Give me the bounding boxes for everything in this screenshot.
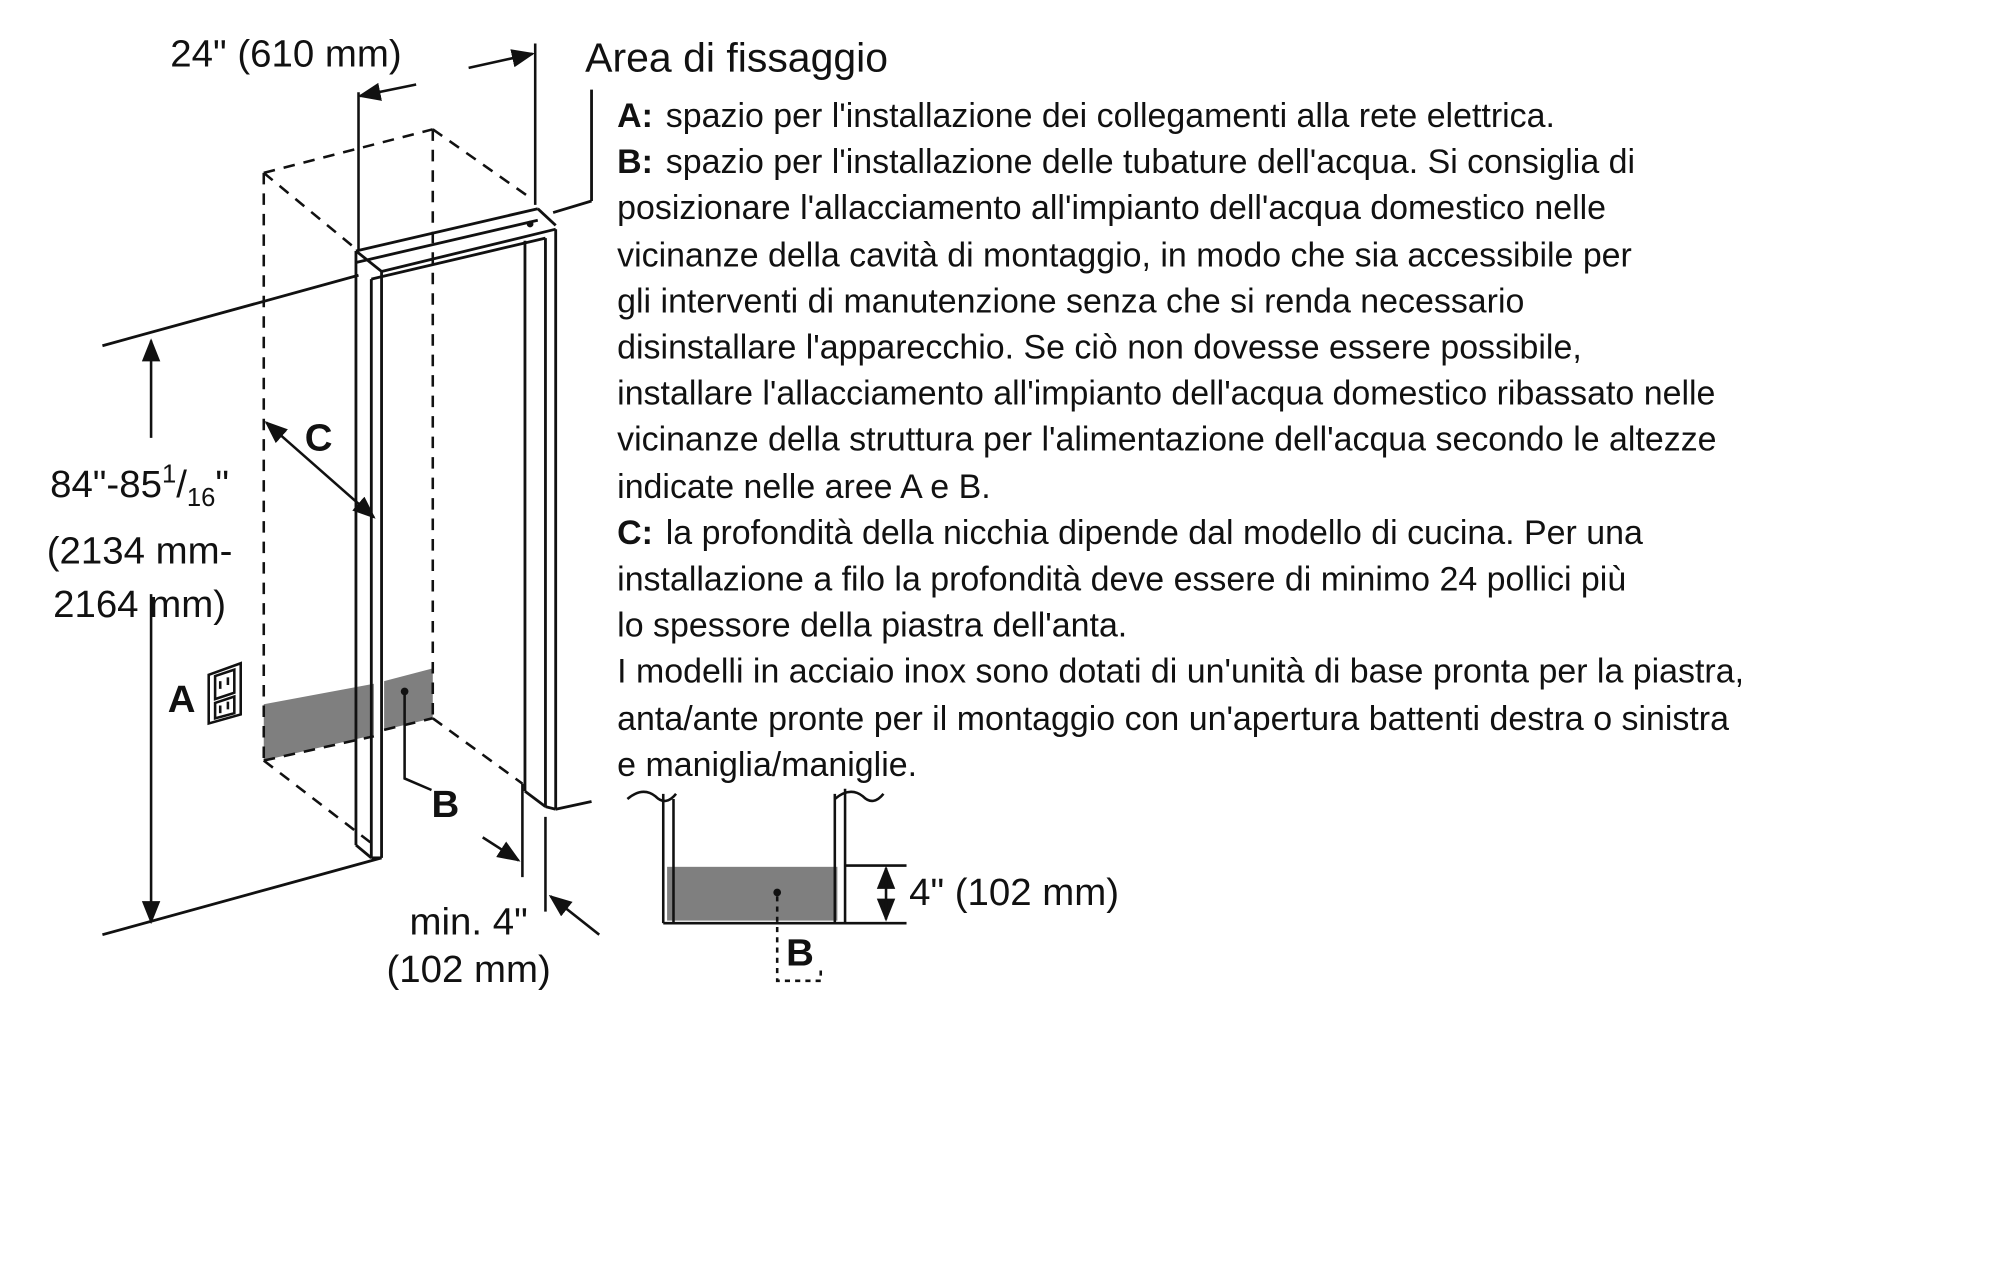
legend-a-key: A:	[617, 96, 653, 135]
side-gap-line1: min. 4"	[409, 901, 528, 944]
legend-c	[617, 509, 1993, 555]
legend-b-line4: gli interventi di manutenzione senza che si renda necessario	[617, 281, 1525, 320]
marker-c: C	[304, 417, 333, 460]
side-gap-line2: (102 mm)	[386, 948, 551, 992]
legend-extra-line1: I modelli in acciaio inox sono dotati di un'unità di base pronta per la piastra,	[617, 652, 1745, 691]
floor-detail	[627, 789, 906, 981]
legend-c-line2: installazione a filo la profondità deve essere di minimo 24 pollici più	[617, 559, 1627, 598]
height-mm-line1: (2134 mm-	[46, 530, 233, 573]
b-point	[401, 688, 409, 696]
floor-zone	[667, 867, 837, 921]
outlet-icon	[209, 663, 241, 723]
fixing-point	[527, 221, 534, 228]
side-gap-label	[366, 899, 571, 994]
legend-extra-line2: anta/ante pronte per il montaggio con un'apertura battenti destra o sinistra	[617, 698, 1729, 738]
legend-a-text: spazio per l'installazione dei collegamenti alla rete elettrica.	[665, 96, 1555, 135]
height-fraction-num: 1	[161, 460, 177, 490]
height-inch-tail: "	[215, 463, 230, 506]
height-label: $84"-85^1/_{16}$" (2134 mm- 2164 mm)	[18, 448, 261, 632]
floor-zone-label: 4" (102 mm)	[909, 871, 1120, 915]
height-inch-main: 84"-85	[50, 463, 162, 506]
legend-extra-line3: e maniglia/maniglie.	[617, 744, 918, 784]
legend-b-line8: indicate nelle aree A e B.	[617, 466, 991, 506]
legend-b-line3: vicinanze della cavità di montaggio, in modo che sia accessibile per	[617, 235, 1632, 274]
legend-b-line7: vicinanze della struttura per l'alimentazione dell'acqua secondo le altezze	[617, 420, 1717, 459]
legend-c-line3: lo spessore della piastra dell'anta.	[617, 605, 1128, 645]
marker-a: A	[167, 678, 196, 721]
legend-b-line5: disinstallare l'apparecchio. Se ciò non dovesse essere possibile,	[617, 327, 1582, 367]
legend-b-key: B:	[617, 142, 653, 181]
legend-b-line1: spazio per l'installazione delle tubature dell'acqua. Si consiglia di	[665, 142, 1636, 181]
width-label: 24" (610 mm)	[170, 33, 402, 76]
marker-b: B	[431, 783, 460, 826]
marker-b-detail: B	[786, 932, 814, 975]
legend-b-line2: posizionare l'allacciamento all'impianto dell'acqua domestico nelle	[617, 188, 1607, 228]
legend-a	[617, 92, 1993, 138]
legend-b	[617, 139, 1993, 185]
height-mm-line2: 2164 mm)	[53, 583, 227, 627]
area-title: Area di fissaggio	[585, 34, 889, 81]
height-fraction-den: 16	[186, 483, 216, 513]
legend	[617, 92, 1993, 787]
legend-c-line1: la profondità della nicchia dipende dal modello di cucina. Per una	[665, 513, 1643, 552]
legend-b-line6: installare l'allacciamento all'impianto dell'acqua domestico ribassato nelle	[617, 374, 1716, 413]
legend-c-key: C:	[617, 513, 653, 552]
